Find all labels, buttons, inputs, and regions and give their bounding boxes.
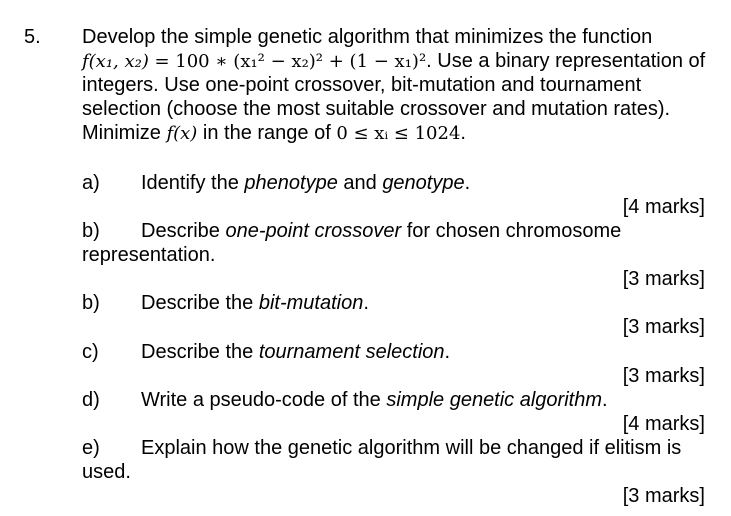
part-d-label: d) (82, 389, 100, 411)
part-d-marks: [4 marks] (622, 413, 705, 435)
part-c-text-post: . (444, 341, 451, 363)
part-b2-marks: [3 marks] (622, 316, 705, 338)
part-d-simple-ga: simple genetic algorithm (386, 389, 602, 411)
part-a-text-post: . (464, 172, 471, 194)
part-c-text-pre: Describe the (141, 341, 259, 363)
objective-function: f(x) (166, 123, 198, 144)
range-label: in the range of (202, 122, 331, 144)
function-lhs: f(x₁, x₂) (82, 51, 149, 72)
question-line-2 (82, 49, 705, 74)
part-c-marks: [3 marks] (622, 365, 705, 387)
minimize-label: Minimize (82, 122, 161, 144)
part-b1-label: b) (82, 220, 100, 242)
question-line-2-suffix: . Use a binary representation of (426, 50, 706, 72)
question-line-4: selection (choose the most suitable crossover and mutation rates). (82, 98, 671, 120)
question-number: 5. (24, 26, 41, 48)
part-d-text-post: . (602, 389, 608, 411)
part-b1-crossover: one-point crossover (225, 220, 402, 242)
question-line-1: Develop the simple genetic algorithm that minimizes the function (82, 26, 653, 48)
part-b2-label: b) (82, 292, 100, 314)
part-b1-text (141, 219, 621, 243)
function-rhs: = 100 ∗ (x₁² − x₂)² + (1 − x₁)² (154, 51, 427, 72)
part-c-text (141, 340, 450, 364)
part-c-label: c) (82, 341, 99, 363)
part-a-genotype: genotype (382, 172, 465, 194)
question-line-5 (82, 121, 466, 146)
part-a-phenotype: phenotype (244, 172, 338, 194)
part-b2-text-post: . (363, 292, 369, 314)
part-c-tournament: tournament selection (258, 341, 445, 363)
part-e-text: Explain how the genetic algorithm will be changed if elitism is (141, 437, 682, 459)
range-expression: 0 ≤ xᵢ ≤ 1024 (336, 123, 461, 144)
part-b1-text-post: for chosen chromosome (401, 220, 622, 242)
part-b1-text-pre: Describe (141, 220, 226, 242)
part-b2-bit-mutation: bit-mutation (258, 292, 364, 314)
part-a-text-pre: Identify the (141, 172, 245, 194)
question-line-3: integers. Use one-point crossover, bit-mutation and tournament (82, 74, 642, 96)
part-d-text-pre: Write a pseudo-code of the (141, 389, 387, 411)
part-e-label: e) (82, 437, 100, 459)
part-b1-text-line2: representation. (82, 244, 216, 266)
part-b2-text-pre: Describe the (141, 292, 259, 314)
part-b1-marks: [3 marks] (622, 268, 705, 290)
question-line-5-end: . (460, 122, 466, 144)
part-a-marks: [4 marks] (622, 196, 705, 218)
part-a-text-mid: and (337, 172, 383, 194)
part-b2-text (141, 291, 369, 315)
part-d-text (141, 388, 608, 412)
part-a-text (141, 171, 470, 195)
part-a-label: a) (82, 172, 100, 194)
part-e-marks: [3 marks] (622, 485, 705, 507)
part-e-text-line2: used. (82, 461, 131, 483)
